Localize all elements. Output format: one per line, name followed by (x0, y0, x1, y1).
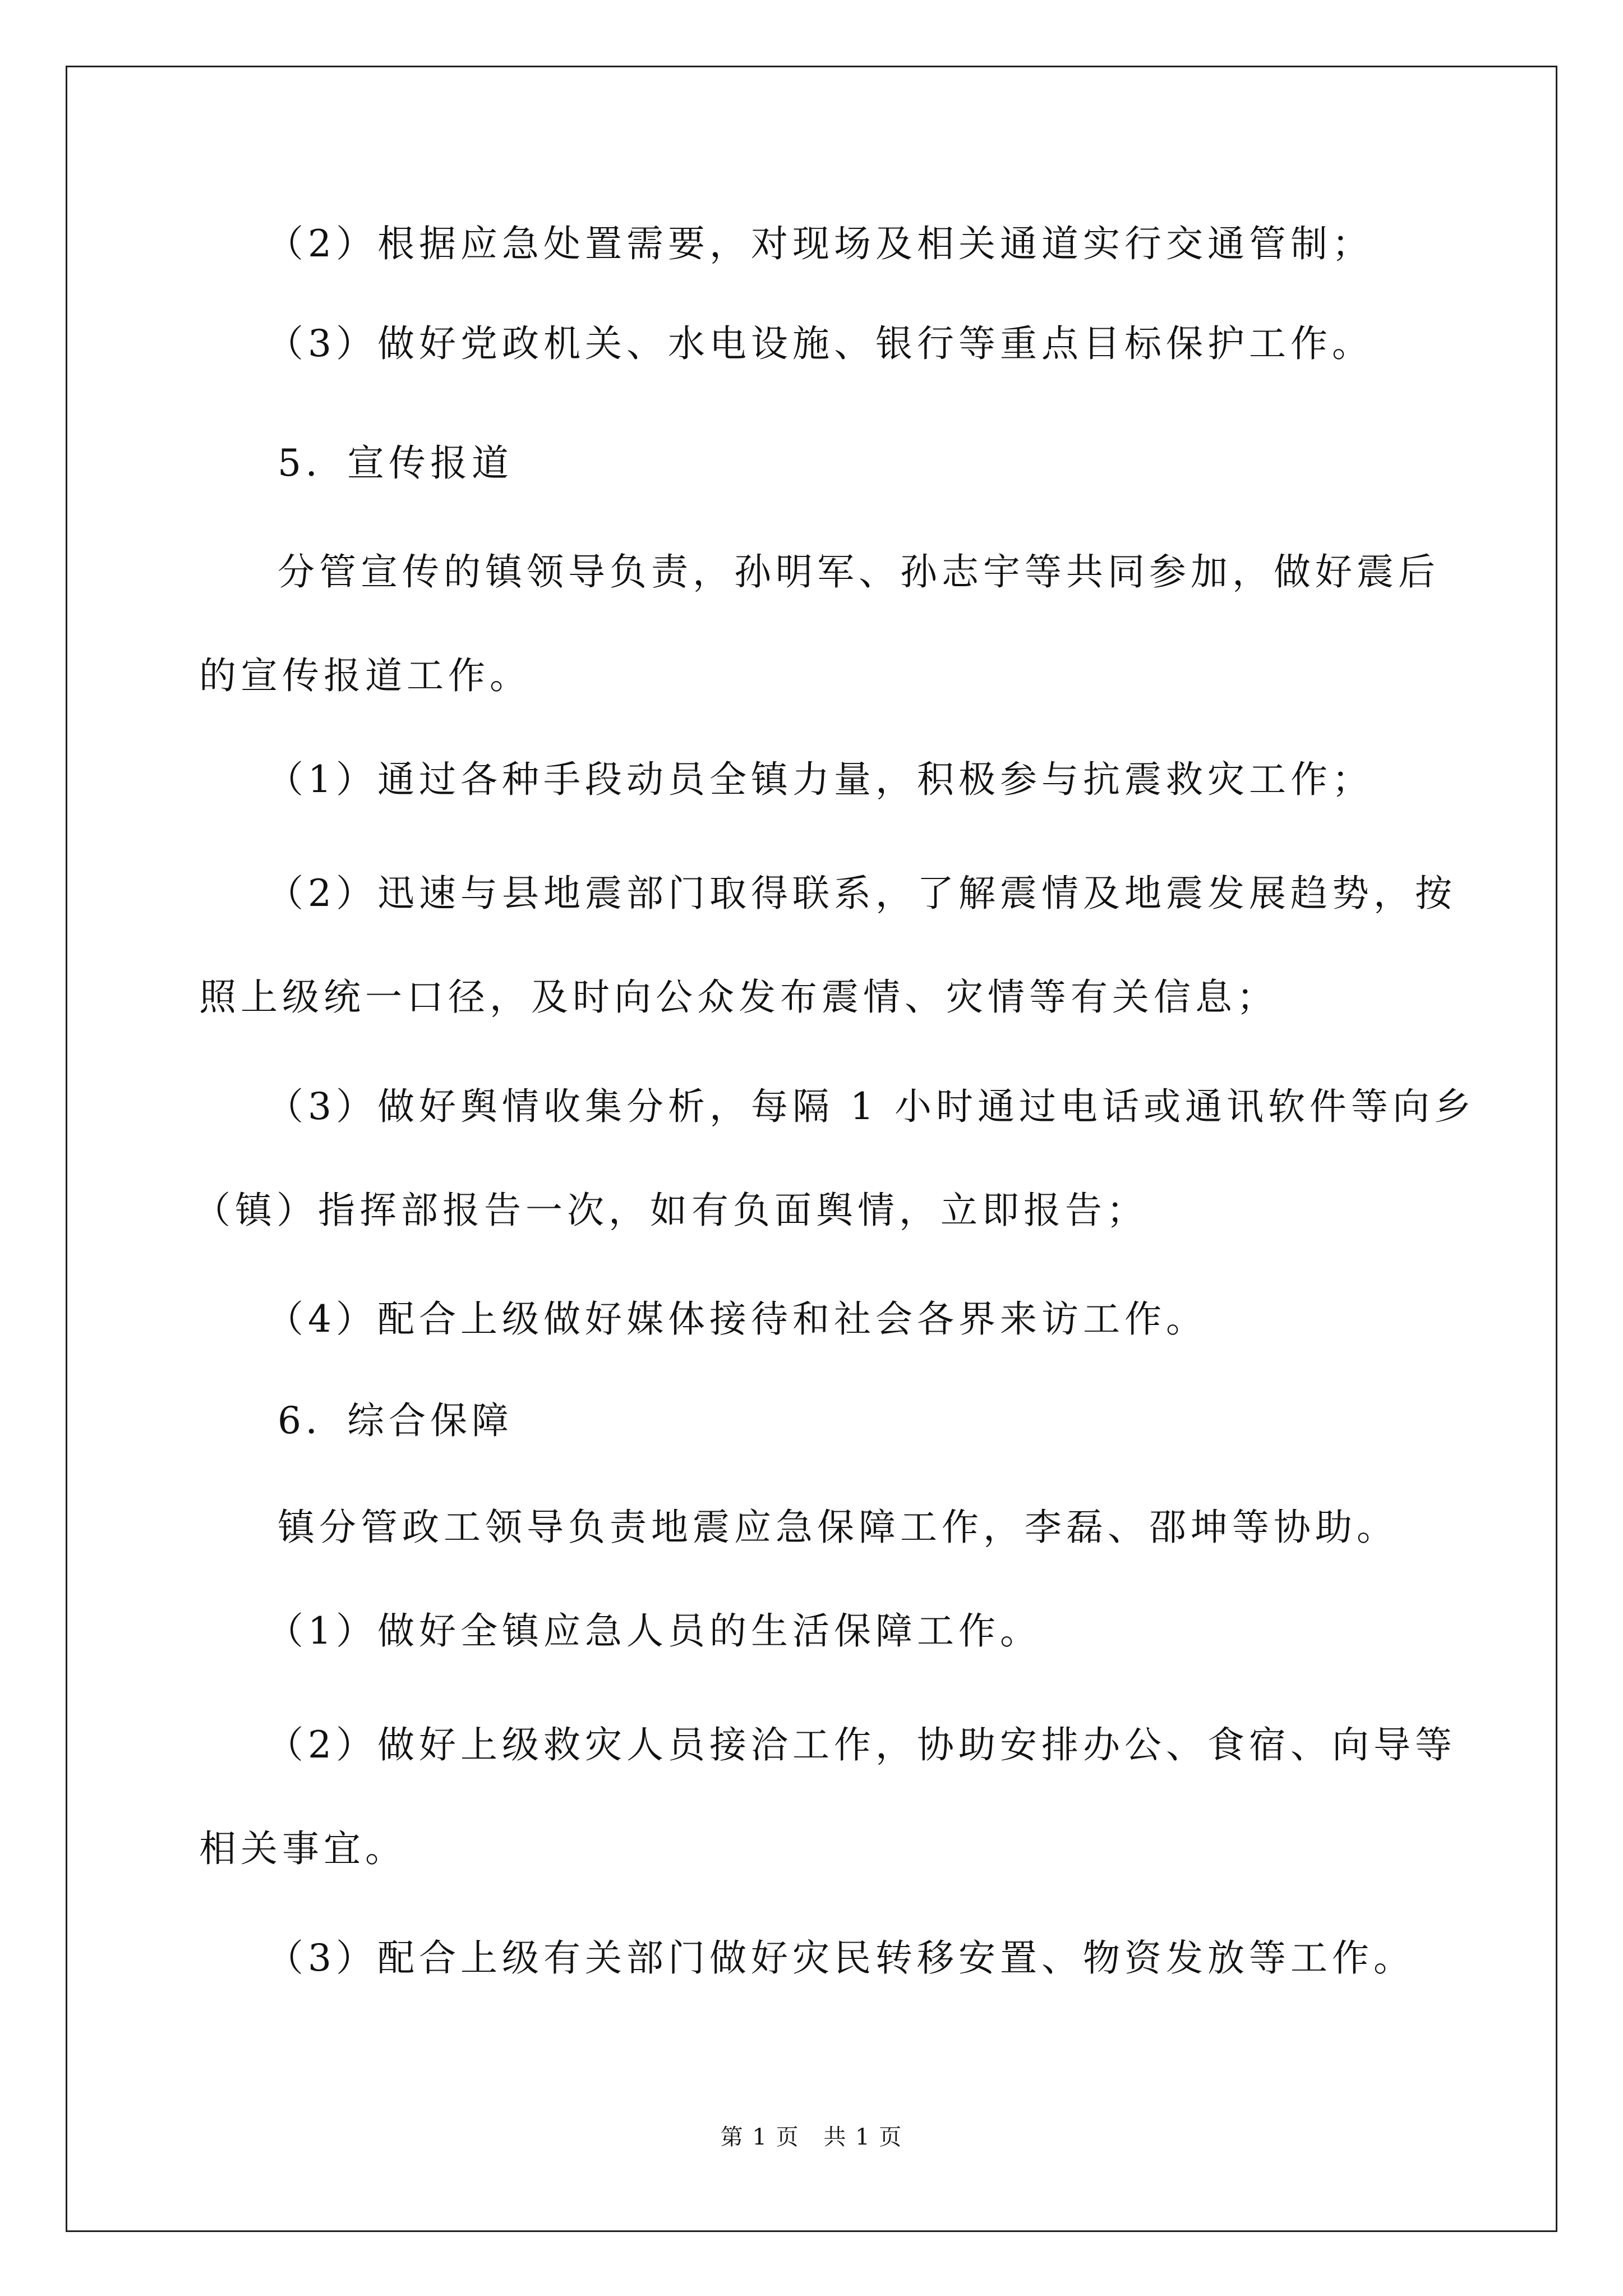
page-border (66, 66, 1557, 2232)
section-heading: 5．宣传报道 (278, 441, 513, 485)
paragraph-line: （4）配合上级做好媒体接待和社会各界来访工作。 (266, 1297, 1207, 1341)
paragraph-line: （2）做好上级救灾人员接洽工作，协助安排办公、食宿、向导等 (266, 1723, 1456, 1766)
paragraph-line: 镇分管政工领导负责地震应急保障工作，李磊、邵坤等协助。 (278, 1506, 1398, 1549)
paragraph-line: 相关事宜。 (199, 1827, 407, 1870)
paragraph-line: （1）通过各种手段动员全镇力量，积极参与抗震救灾工作； (266, 758, 1373, 801)
paragraph-line: （镇）指挥部报告一次，如有负面舆情，立即报告； (193, 1189, 1148, 1232)
paragraph-line: 分管宣传的镇领导负责，孙明军、孙志宇等共同参加，做好震后 (278, 550, 1440, 593)
paragraph-line: 的宣传报道工作。 (199, 654, 531, 697)
paragraph-line: （2）根据应急处置需要，对现场及相关通道实行交通管制； (266, 222, 1373, 265)
paragraph-line: 照上级统一口径，及时向公众发布震情、灾情等有关信息； (199, 976, 1278, 1019)
page-total: 共 1 页 (823, 2124, 903, 2150)
page-number: 第 1 页 (720, 2124, 800, 2150)
section-heading: 6．综合保障 (278, 1399, 513, 1442)
paragraph-line: （3）做好舆情收集分析，每隔 1 小时通过电话或通讯软件等向乡 (266, 1085, 1476, 1128)
page-footer (0, 2120, 1623, 2154)
paragraph-line: （2）迅速与县地震部门取得联系，了解震情及地震发展趋势，按 (266, 872, 1456, 915)
paragraph-line: （3）配合上级有关部门做好灾民转移安置、物资发放等工作。 (266, 1936, 1415, 1980)
paragraph-line: （3）做好党政机关、水电设施、银行等重点目标保护工作。 (266, 322, 1373, 365)
paragraph-line: （1）做好全镇应急人员的生活保障工作。 (266, 1609, 1041, 1653)
